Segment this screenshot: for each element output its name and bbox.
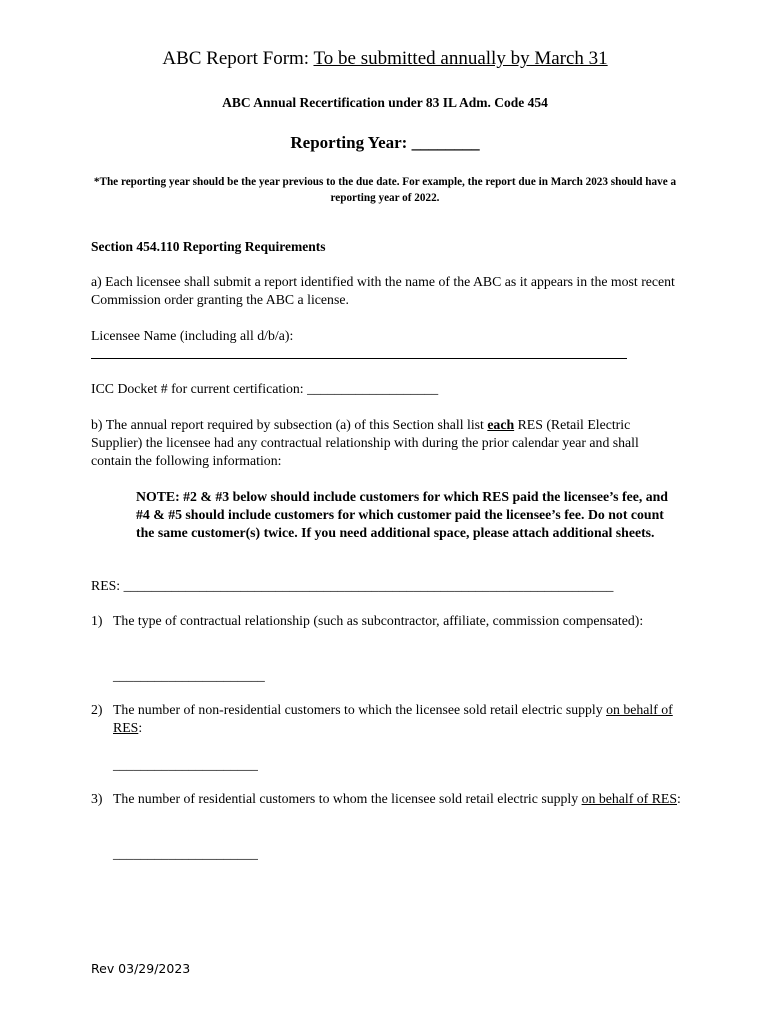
list-item-text	[113, 701, 683, 737]
section-heading: Section 454.110 Reporting Requirements	[91, 239, 326, 254]
list-item-body: The number of non-residential customers to which the licensee sold retail electric supply	[113, 702, 607, 717]
list-item-underlined: on behalf of RES	[581, 791, 677, 806]
paragraph-a: a) Each licensee shall submit a report identified with the name of the ABC as it appears in the most recent Commission order granting the ABC a license.	[91, 274, 675, 307]
paragraph-b	[91, 416, 681, 470]
form-title-prefix: ABC Report Form:	[162, 48, 314, 69]
icc-docket-field[interactable]: ICC Docket # for current certification: ___________________	[91, 381, 439, 396]
answer-field-1[interactable]: ______________________	[113, 668, 265, 683]
form-title-deadline: To be submitted annually by March 31	[313, 48, 608, 69]
list-item-text	[113, 612, 683, 630]
paragraph-b-start: b) The annual report required by subsection (a) of this Section shall list	[91, 417, 488, 432]
res-field[interactable]: RES: _______________________________________________________________________	[91, 578, 614, 593]
list-item-suffix: :	[677, 791, 681, 806]
paragraph-b-end: RES (Retail Electric Supplier) the licensee had any contractual relationship with during the prior calendar year and shall contain the following information:	[91, 417, 639, 468]
reporting-year-footnote: *The reporting year should be the year previous to the due date. For example, the report due in March 2023 should have a reporting year of 2022.	[93, 176, 677, 204]
answer-field-3[interactable]: _____________________	[113, 846, 258, 861]
list-item-body: The number of residential customers to whom the licensee sold retail electric supply	[113, 791, 582, 806]
list-item-body: The type of contractual relationship (such as subcontractor, affiliate, commission compensated):	[113, 613, 644, 628]
list-item-number: 2)	[91, 702, 103, 717]
form-subtitle: ABC Annual Recertification under 83 IL Adm. Code 454	[222, 95, 548, 110]
list-item-number: 3)	[91, 791, 103, 806]
list-item-suffix: :	[138, 720, 143, 735]
licensee-name-field[interactable]	[91, 358, 627, 359]
reporting-year-field[interactable]: Reporting Year: ________	[290, 133, 480, 152]
note-paragraph: NOTE: #2 & #3 below should include customers for which RES paid the licensee’s fee, and #4 & #5 should include customers for which customer paid the licensee’s fee. Do not count the same customer(s) twice. If you need additional space, please attach additional sheets.	[136, 489, 668, 540]
paragraph-b-each: each	[487, 417, 515, 432]
answer-field-2[interactable]: _____________________	[113, 757, 258, 772]
list-item-underlined: on behalf of RES	[113, 702, 673, 735]
list-item-text	[113, 790, 683, 808]
form-title	[0, 47, 770, 71]
revision-footer: Rev 03/29/2023	[91, 961, 191, 976]
licensee-name-label: Licensee Name (including all d/b/a):	[91, 328, 294, 343]
list-item-number: 1)	[91, 613, 103, 628]
